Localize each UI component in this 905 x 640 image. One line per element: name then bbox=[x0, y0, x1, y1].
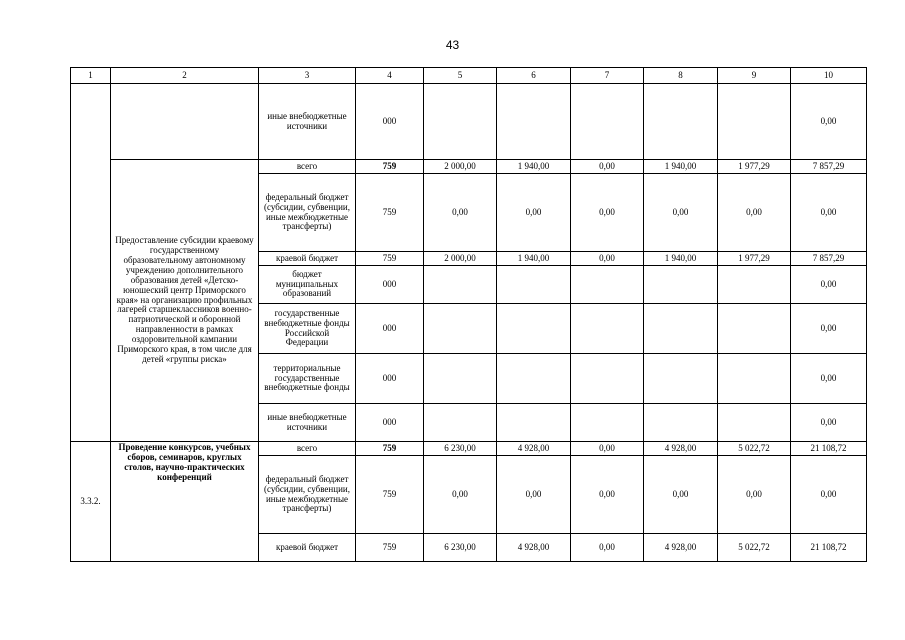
value-cell: 0,00 bbox=[571, 442, 644, 456]
value-cell: 2 000,00 bbox=[424, 160, 497, 174]
value-cell: 0,00 bbox=[497, 174, 571, 252]
value-cell bbox=[571, 304, 644, 354]
source-cell: территориальные государственные внебюджетные фонды bbox=[259, 354, 356, 404]
value-cell: 4 928,00 bbox=[644, 442, 718, 456]
column-header: 5 bbox=[424, 68, 497, 84]
value-cell bbox=[644, 354, 718, 404]
value-cell bbox=[424, 404, 497, 442]
source-cell: краевой бюджет bbox=[259, 252, 356, 266]
total-cell: 0,00 bbox=[791, 456, 867, 534]
value-cell bbox=[718, 354, 791, 404]
value-cell: 0,00 bbox=[718, 174, 791, 252]
value-cell: 6 230,00 bbox=[424, 442, 497, 456]
column-header-row bbox=[71, 68, 867, 84]
value-cell bbox=[644, 404, 718, 442]
value-cell bbox=[571, 84, 644, 160]
value-cell: 0,00 bbox=[718, 456, 791, 534]
table-row bbox=[71, 160, 867, 174]
item-name-cell bbox=[111, 84, 259, 160]
value-cell: 1 940,00 bbox=[644, 160, 718, 174]
column-header: 2 bbox=[111, 68, 259, 84]
value-cell: 4 928,00 bbox=[497, 442, 571, 456]
value-cell bbox=[497, 266, 571, 304]
code-cell: 759 bbox=[356, 174, 424, 252]
code-cell: 759 bbox=[356, 160, 424, 174]
value-cell: 6 230,00 bbox=[424, 534, 497, 562]
source-cell: всего bbox=[259, 160, 356, 174]
value-cell: 0,00 bbox=[571, 160, 644, 174]
value-cell bbox=[424, 84, 497, 160]
item-number-cell: 3.3.2. bbox=[71, 442, 111, 562]
value-cell bbox=[571, 404, 644, 442]
total-cell: 0,00 bbox=[791, 174, 867, 252]
code-cell: 759 bbox=[356, 252, 424, 266]
value-cell bbox=[497, 84, 571, 160]
value-cell: 0,00 bbox=[644, 174, 718, 252]
value-cell: 5 022,72 bbox=[718, 534, 791, 562]
total-cell: 7 857,29 bbox=[791, 252, 867, 266]
budget-table bbox=[70, 67, 867, 562]
value-cell bbox=[718, 304, 791, 354]
total-cell: 21 108,72 bbox=[791, 534, 867, 562]
source-cell: всего bbox=[259, 442, 356, 456]
source-cell: государственные внебюджетные фонды Российской Федерации bbox=[259, 304, 356, 354]
item-number-cell bbox=[71, 84, 111, 442]
value-cell: 0,00 bbox=[424, 174, 497, 252]
value-cell: 0,00 bbox=[571, 174, 644, 252]
source-cell: иные внебюджетные источники bbox=[259, 404, 356, 442]
value-cell bbox=[497, 304, 571, 354]
code-cell: 000 bbox=[356, 354, 424, 404]
code-cell: 000 bbox=[356, 304, 424, 354]
total-cell: 0,00 bbox=[791, 84, 867, 160]
value-cell: 1 940,00 bbox=[497, 252, 571, 266]
value-cell: 1 977,29 bbox=[718, 160, 791, 174]
value-cell: 0,00 bbox=[571, 534, 644, 562]
value-cell: 0,00 bbox=[424, 456, 497, 534]
source-cell: федеральный бюджет (субсидии, субвенции, иные межбюджетные трансферты) bbox=[259, 174, 356, 252]
column-header: 8 bbox=[644, 68, 718, 84]
column-header: 1 bbox=[71, 68, 111, 84]
total-cell: 21 108,72 bbox=[791, 442, 867, 456]
value-cell bbox=[424, 304, 497, 354]
value-cell bbox=[644, 266, 718, 304]
value-cell bbox=[644, 84, 718, 160]
page-number: 43 bbox=[445, 38, 460, 52]
value-cell bbox=[718, 404, 791, 442]
value-cell: 0,00 bbox=[571, 252, 644, 266]
code-cell: 759 bbox=[356, 534, 424, 562]
value-cell: 0,00 bbox=[644, 456, 718, 534]
source-cell: краевой бюджет bbox=[259, 534, 356, 562]
value-cell: 1 940,00 bbox=[644, 252, 718, 266]
code-cell: 759 bbox=[356, 456, 424, 534]
value-cell: 5 022,72 bbox=[718, 442, 791, 456]
value-cell bbox=[718, 84, 791, 160]
value-cell bbox=[424, 266, 497, 304]
value-cell bbox=[571, 354, 644, 404]
value-cell: 1 977,29 bbox=[718, 252, 791, 266]
value-cell bbox=[424, 354, 497, 404]
total-cell: 0,00 bbox=[791, 404, 867, 442]
column-header: 6 bbox=[497, 68, 571, 84]
code-cell: 000 bbox=[356, 266, 424, 304]
total-cell: 7 857,29 bbox=[791, 160, 867, 174]
item-name-cell: Предоставление субсидии краевому государственному образовательному автономному учреждению дополнительного образования детей «Детско-юношеский центр Приморского края» на организацию профильных лагерей старшеклассников военно-патриотической и оборонной направленности в рамках оздоровительной кампании Приморского края, в том числе для детей «группы риска» bbox=[111, 160, 259, 442]
total-cell: 0,00 bbox=[791, 304, 867, 354]
value-cell: 4 928,00 bbox=[644, 534, 718, 562]
column-header: 3 bbox=[259, 68, 356, 84]
column-header: 9 bbox=[718, 68, 791, 84]
table-row bbox=[71, 84, 867, 160]
column-header: 4 bbox=[356, 68, 424, 84]
column-header: 10 bbox=[791, 68, 867, 84]
column-header: 7 bbox=[571, 68, 644, 84]
item-name-cell: Проведение конкурсов, учебных сборов, семинаров, круглых столов, научно-практических конференций bbox=[111, 442, 259, 562]
value-cell: 1 940,00 bbox=[497, 160, 571, 174]
value-cell: 4 928,00 bbox=[497, 534, 571, 562]
code-cell: 000 bbox=[356, 84, 424, 160]
source-cell: бюджет муниципальных образований bbox=[259, 266, 356, 304]
value-cell bbox=[718, 266, 791, 304]
value-cell bbox=[571, 266, 644, 304]
value-cell: 2 000,00 bbox=[424, 252, 497, 266]
table-row bbox=[71, 442, 867, 456]
value-cell: 0,00 bbox=[497, 456, 571, 534]
value-cell bbox=[644, 304, 718, 354]
value-cell bbox=[497, 404, 571, 442]
source-cell: иные внебюджетные источники bbox=[259, 84, 356, 160]
code-cell: 759 bbox=[356, 442, 424, 456]
total-cell: 0,00 bbox=[791, 354, 867, 404]
value-cell: 0,00 bbox=[571, 456, 644, 534]
total-cell: 0,00 bbox=[791, 266, 867, 304]
code-cell: 000 bbox=[356, 404, 424, 442]
value-cell bbox=[497, 354, 571, 404]
source-cell: федеральный бюджет (субсидии, субвенции, иные межбюджетные трансферты) bbox=[259, 456, 356, 534]
